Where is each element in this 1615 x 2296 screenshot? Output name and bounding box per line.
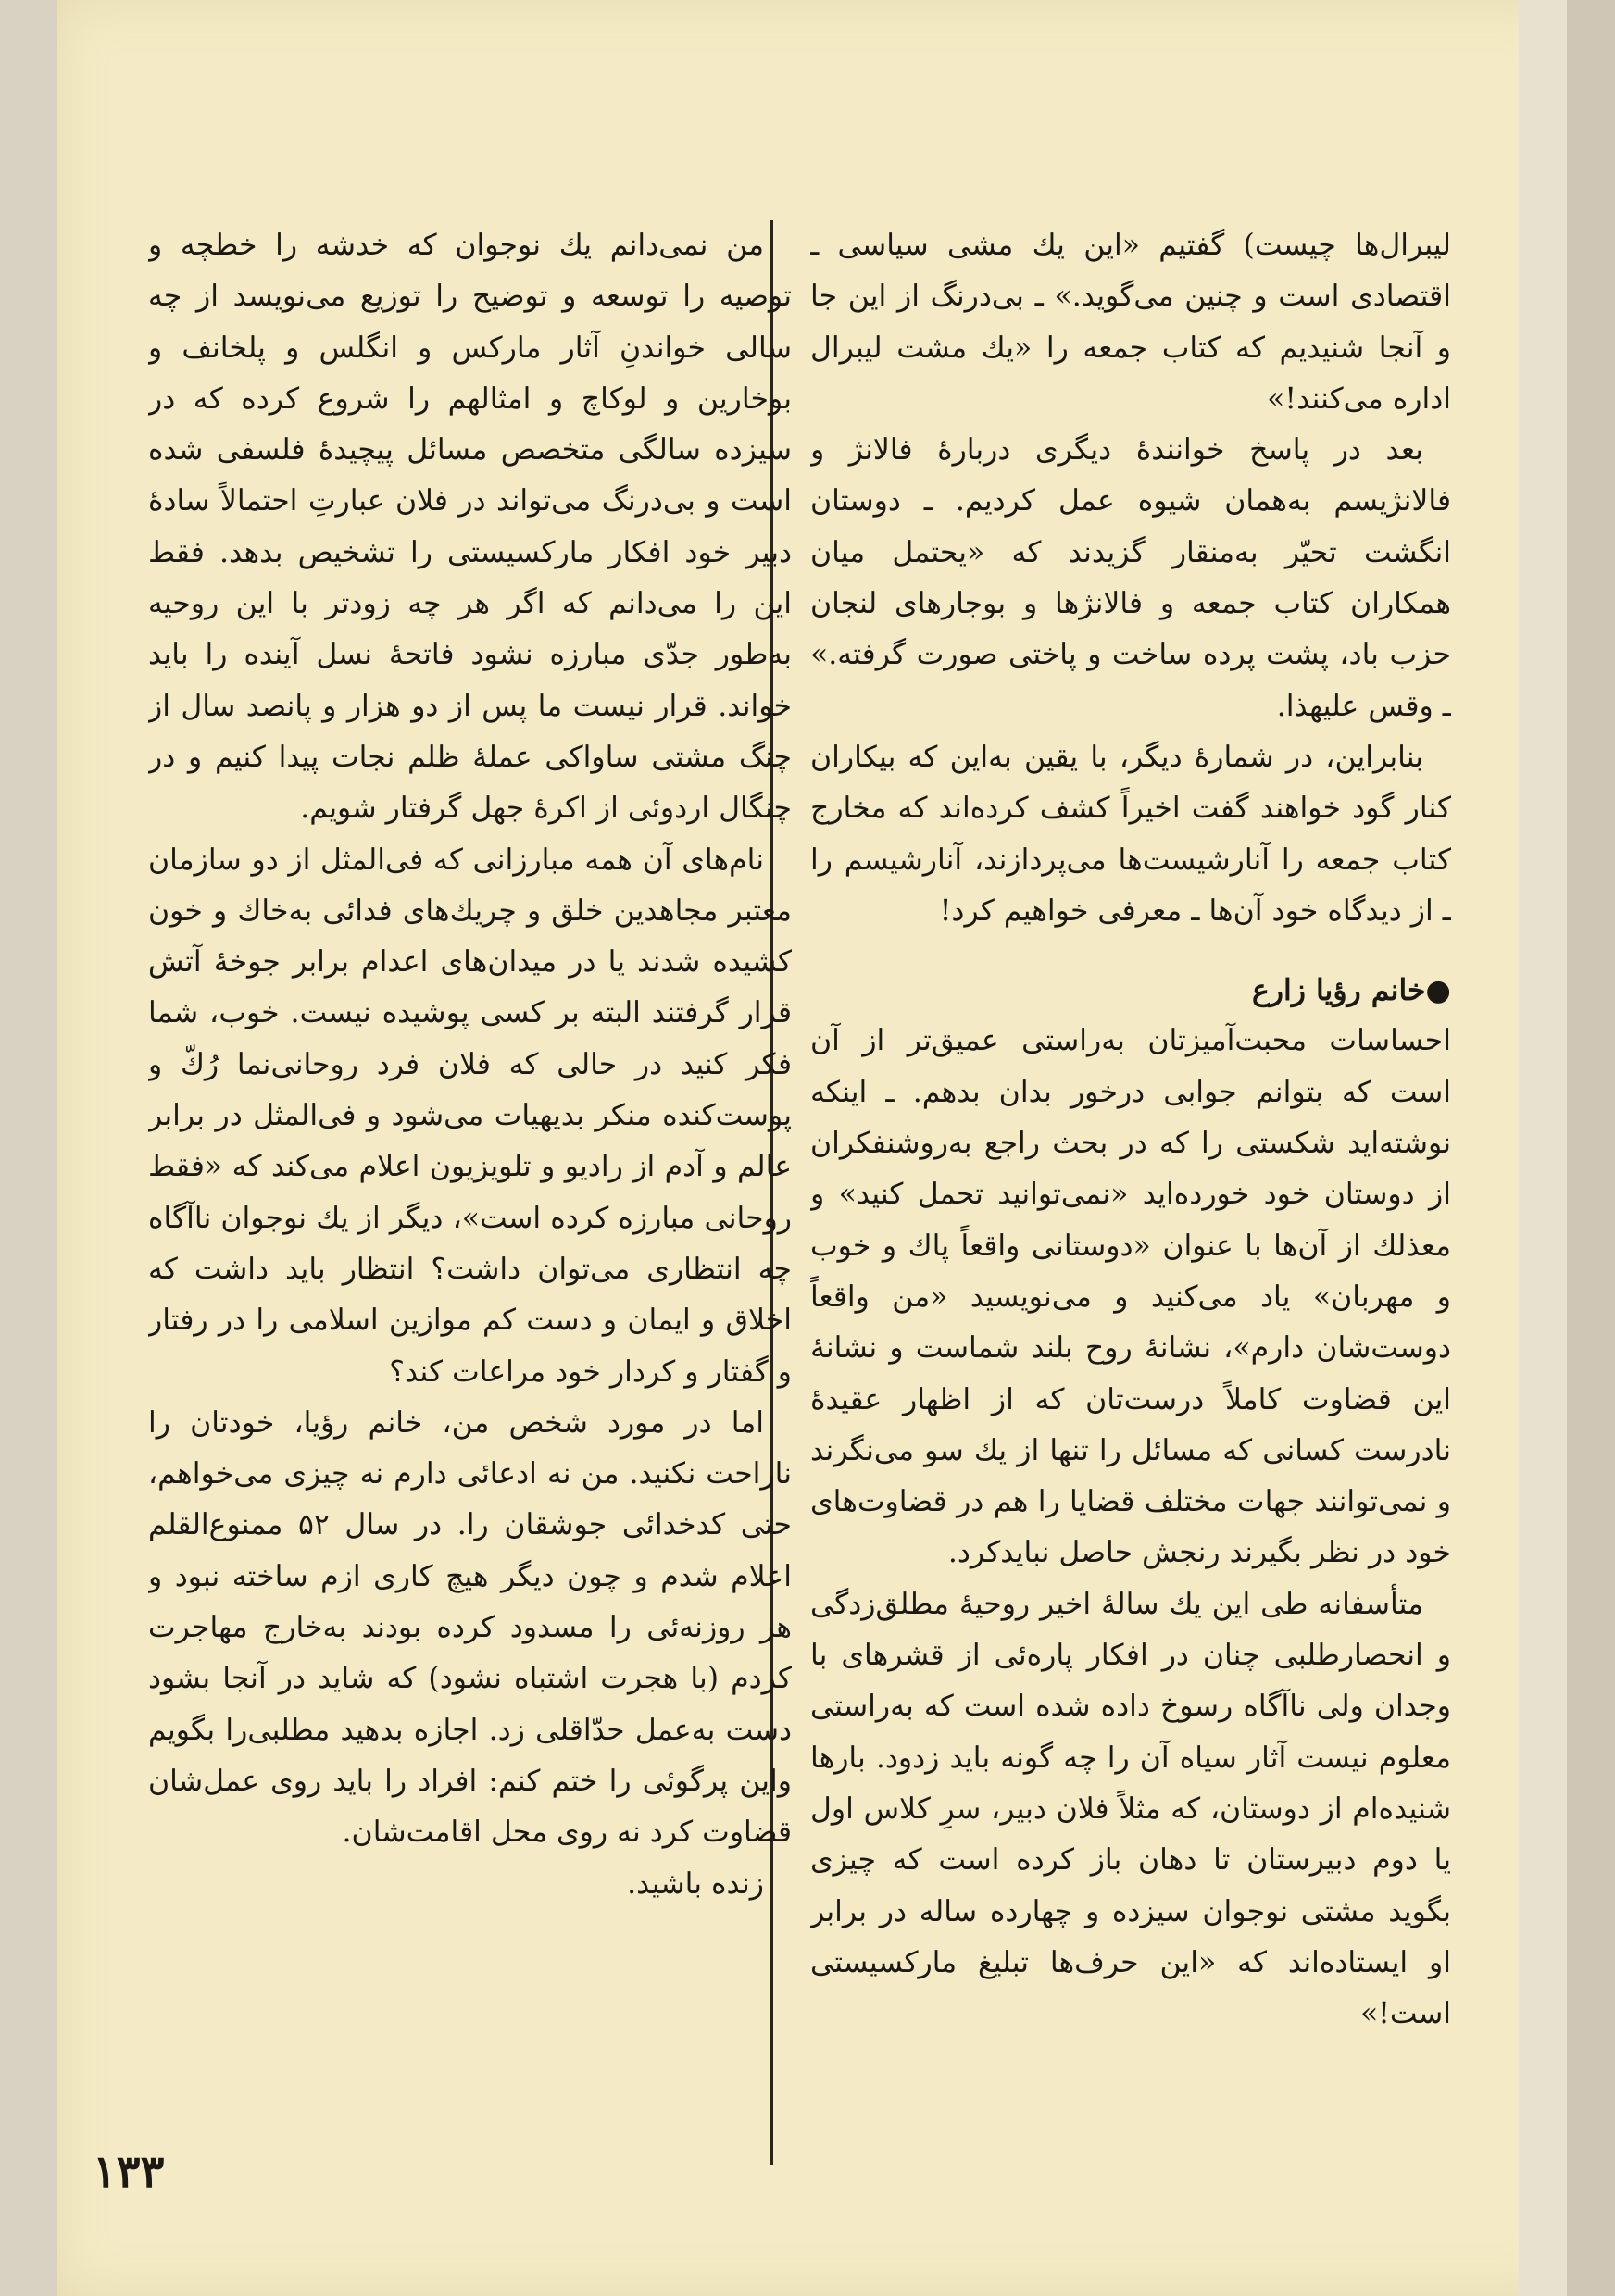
right-paragraph-4: احساسات محبت‌آمیزتان به‌راستی عمیق‌تر از آن است که بتوانم جوابی درخور بدان بدهم. ـ اینکه نوشته‌اید شکستی را که در بحث راجع به‌روشنفکران از دوستان خود خورده‌اید «نمی‌توانید تحمل کنید» و معذلك از آن‌ها با عنوان «دوستانی واقعاً پاك و خوب و مهربان» یاد می‌کنید و می‌نویسید «من واقعاً دوست‌شان دارم»، نشانهٔ روح بلند شماست و نشانهٔ این قضاوت کاملاً درست‌تان که از اظهار عقیدهٔ نادرست کسانی که مسائل را تنها از یك سو می‌نگرند و نمی‌توانند جهات مختلف قضایا را هم در قضاوت‌های خود در نظر بگیرند رنجش حاصل نبایدکرد. <box>810 1024 1451 1570</box>
right-paragraph-1: لیبرال‌ها چیست) گفتیم «این یك مشی سیاسی ـ اقتصادی است و چنین می‌گوید.» ـ بی‌درنگ از این جا و آنجا شنیدیم که کتاب جمعه را «یك مشت لیبرال اداره می‌کنند!» <box>810 229 1451 416</box>
page-number: ۱۳۳ <box>93 2146 165 2198</box>
left-column <box>148 220 792 2211</box>
section-heading: ●خانم رؤیا زارع <box>1252 973 1451 1008</box>
right-column <box>810 220 1451 2211</box>
right-paragraph-5: متأسفانه طی این یك سالهٔ اخیر روحیهٔ مطلق‌زدگی و انحصارطلبی چنان در افکار پاره‌ئی از قشرهای با وجدان ولی ناآگاه رسوخ داده شده است که به‌راستی معلوم نیست آثار سیاه آن را چه گونه باید زدود. بارها شنیده‌ام از دوستان، که مثلاً فلان دبیر، سرِ کلاس اول یا دوم دبیرستان تا دهان باز کرده است که چیزی بگوید مشتی نوجوان سیزده و چهارده ساله در برابر او ایستاده‌اند که «این حرف‌ها تبلیغ مارکسیستی است!» <box>810 1587 1451 2031</box>
right-paragraph-3: بنابراین، در شمارهٔ دیگر، با یقین به‌این که بیکاران کنار گود خواهند گفت اخیراً کشف کرده‌اند که مخارج کتاب جمعه را آنارشیست‌ها می‌پردازند، آنارشیسم را ـ از دیدگاه خود آن‌ها ـ معرفی خواهیم کرد! <box>810 740 1451 928</box>
left-paragraph-1: من نمی‌دانم یك نوجوان که خدشه را خطچه و توصیه را توسعه و توضیح را توزیع می‌نویسد از چه سالی خواندنِ آثار مارکس و انگلس و پلخانف و بوخارین و لوکاچ و امثالهم را شروع کرده که در سیزده سالگی متخصص مسائل پیچیدهٔ فلسفی شده است و بی‌درنگ می‌تواند در فلان عبارتِ احتمالاً سادهٔ دبیر خود افکار مارکسیستی را تشخیص بدهد. فقط این را می‌دانم که اگر هر چه زودتر با این روحیه به‌طور جدّی مبارزه نشود فاتحهٔ نسل آینده را باید خواند. قرار نیست ما پس از دو هزار و پانصد سال از چنگ مشتی ساواکی عملهٔ ظلم نجات پیدا کنیم و در چنگال اردوئی از اکرهٔ جهل گرفتار شویم. <box>148 229 792 826</box>
left-paragraph-4: زنده باشید. <box>627 1866 764 1901</box>
right-paragraph-2: بعد در پاسخ خوانندهٔ دیگری دربارهٔ فالانژ و فالانژیسم به‌همان شیوه عمل کردیم. ـ دوستان انگشت تحیّر به‌منقار گزیدند که «یحتمل میان همکاران کتاب جمعه و فالانژها و بوجارهای لنجان حزب باد، پشت پرده ساخت و پاختی صورت گرفته.» ـ وقس علیهذا. <box>810 433 1451 723</box>
left-paragraph-2: نام‌های آن همه مبارزانی که فی‌المثل از دو سازمان معتبر مجاهدین خلق و چریك‌های فدائی به‌خاك و خون کشیده شدند یا در میدان‌های اعدام برابر جوخهٔ آتش قرار گرفتند البته بر کسی پوشیده نیست. خوب، شما فکر کنید در حالی که فلان فرد روحانی‌نما رُكّ و پوست‌کنده منکر بدیهیات می‌شود و فی‌المثل در برابر عالم و آدم از رادیو و تلویزیون اعلام می‌کند که «فقط روحانی مبارزه کرده است»، دیگر از یك نوجوان ناآگاه چه انتظاری می‌توان داشت؟ انتظار باید داشت که اخلاق و ایمان و دست کم موازین اسلامی را در رفتار و گفتار و کردار خود مراعات کند؟ <box>148 842 792 1389</box>
scan-right-edge <box>1519 0 1567 2296</box>
left-paragraph-3: اما در مورد شخص من، خانم رؤیا، خودتان را ناراحت نکنید. من نه ادعائی دارم نه چیزی می‌خواهم، حتی کدخدائی جوشقان را. در سال ۵۲ ممنوع‌القلم اعلام شدم و چون دیگر هیچ کاری ازم ساخته نبود و هر روزنه‌ئی را مسدود کرده بودند به‌خارج مهاجرت کردم (با هجرت اشتباه نشود) که شاید در آنجا بشود دست به‌عمل حدّاقلی زد. اجازه بدهید مطلبی‌را بگویم واین پرگوئی را ختم کنم: افراد را باید روی عمل‌شان قضاوت کرد نه روی محل اقامت‌شان. <box>148 1405 792 1850</box>
scan-left-margin <box>0 0 57 2296</box>
